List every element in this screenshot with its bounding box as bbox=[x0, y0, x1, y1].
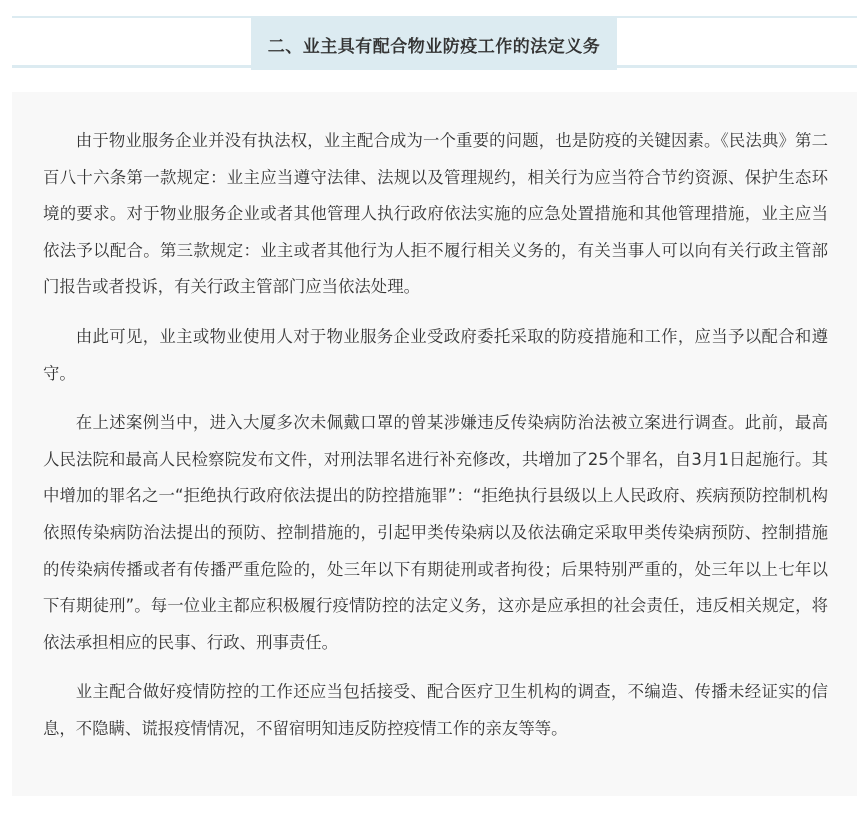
section-header bbox=[251, 18, 617, 70]
paragraph: 业主配合做好疫情防控的工作还应当包括接受、配合医疗卫生机构的调查，不编造、传播未经证实的信息，不隐瞒、谎报疫情情况，不留宿明知违反防控疫情工作的亲友等等。 bbox=[43, 682, 828, 738]
paragraph: 由此可见，业主或物业使用人对于物业服务企业受政府委托采取的防疫措施和工作，应当予以配合和遵守。 bbox=[43, 326, 828, 383]
section-title: 二、业主具有配合物业防疫工作的法定义务 bbox=[267, 36, 601, 57]
article-body bbox=[12, 92, 857, 796]
paragraph: 由于物业服务企业并没有执法权，业主配合成为一个重要的问题，也是防疫的关键因素。《民法典》第二百八十六条第一款规定：业主应当遵守法律、法规以及管理规约，相关行为应当符合节约资源、保护生态环境的要求。对于物业服务企业或者其他管理人执行政府依法实施的应急处置措施和其他管理措施，业主应当依法予以配合。第三款规定：业主或者其他行为人拒不履行相关义务的，有关当事人可以向有关行政主管部门报告或者投诉，有关行政主管部门应当依法处理。 bbox=[43, 131, 828, 297]
paragraph: 在上述案例当中，进入大厦多次未佩戴口罩的曾某涉嫌违反传染病防治法被立案进行调查。此前，最高人民法院和最高人民检察院发布文件，对刑法罪名进行补充修改，共增加了25个罪名，自3月1日起施行。其中增加的罪名之一“拒绝执行政府依法提出的防控措施罪”：“拒绝执行县级以上人民政府、疾病预防控制机构依照传染病防治法提出的预防、控制措施的，引起甲类传染病以及依法确定采取甲类传染病预防、控制措施的传染病传播或者有传播严重危险的，处三年以下有期徒刑或者拘役；后果特别严重的，处三年以上七年以下有期徒刑”。每一位业主都应积极履行疫情防控的法定义务，这亦是应承担的社会责任，违反相关规定，将依法承担相应的民事、行政、刑事责任。 bbox=[43, 413, 828, 652]
